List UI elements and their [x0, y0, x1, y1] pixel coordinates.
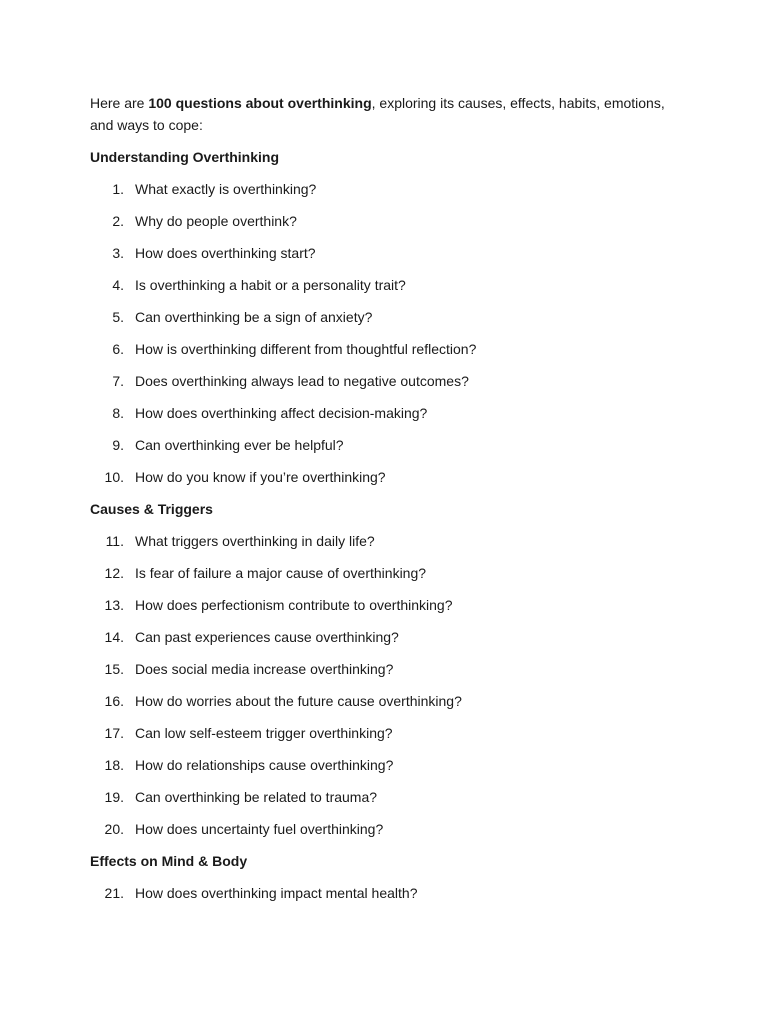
- item-number: 21 .: [90, 882, 124, 904]
- item-text: How is overthinking different from thoughtful reflection?: [135, 341, 477, 357]
- list-item: [90, 754, 690, 776]
- intro-prefix: Here are: [90, 95, 149, 111]
- item-text: Does social media increase overthinking?: [135, 661, 394, 677]
- item-number: 19 .: [90, 786, 124, 808]
- intro-suffix: , exploring its causes, effects, habits, emotions, and ways to cope:: [90, 95, 665, 133]
- item-number: 9 .: [90, 434, 124, 456]
- item-number: 13 .: [90, 594, 124, 616]
- item-number: 10 .: [90, 466, 124, 488]
- list-item: [90, 594, 690, 616]
- item-number: 12 .: [90, 562, 124, 584]
- section-heading: Effects on Mind & Body: [90, 853, 248, 869]
- item-text: Can past experiences cause overthinking?: [135, 629, 399, 645]
- item-text: Can overthinking ever be helpful?: [135, 437, 344, 453]
- item-text: Is fear of failure a major cause of overthinking?: [135, 565, 427, 581]
- section-understanding: [90, 146, 690, 488]
- item-text: How do you know if you’re overthinking?: [135, 469, 386, 485]
- item-text: How does overthinking affect decision-making?: [135, 405, 428, 421]
- item-number: 17 .: [90, 722, 124, 744]
- item-number: 6 .: [90, 338, 124, 360]
- item-number: 14 .: [90, 626, 124, 648]
- item-text: How do worries about the future cause overthinking?: [135, 693, 462, 709]
- list-item: [90, 338, 690, 360]
- list-item: [90, 562, 690, 584]
- section-heading: Causes & Triggers: [90, 501, 213, 517]
- item-text: How does uncertainty fuel overthinking?: [135, 821, 384, 837]
- item-number: 8 .: [90, 402, 124, 424]
- item-number: 15 .: [90, 658, 124, 680]
- list-item: [90, 178, 690, 200]
- item-number: 1 .: [90, 178, 124, 200]
- list-item: [90, 434, 690, 456]
- list-item: [90, 242, 690, 264]
- item-text: How does perfectionism contribute to overthinking?: [135, 597, 453, 613]
- item-number: 4 .: [90, 274, 124, 296]
- item-text: What exactly is overthinking?: [135, 181, 317, 197]
- list-item: [90, 274, 690, 296]
- item-number: 7 .: [90, 370, 124, 392]
- item-number: 3 .: [90, 242, 124, 264]
- question-list: [90, 178, 690, 488]
- item-text: How does overthinking start?: [135, 245, 316, 261]
- item-number: 16 .: [90, 690, 124, 712]
- question-list: [90, 882, 690, 904]
- list-item: [90, 402, 690, 424]
- list-item: [90, 690, 690, 712]
- item-number: 18 .: [90, 754, 124, 776]
- list-item: [90, 530, 690, 552]
- section-effects: [90, 850, 690, 904]
- list-item: [90, 882, 690, 904]
- list-item: [90, 370, 690, 392]
- item-text: Is overthinking a habit or a personality trait?: [135, 277, 406, 293]
- question-list: [90, 530, 690, 840]
- item-text: How do relationships cause overthinking?: [135, 757, 394, 773]
- item-text: Can overthinking be a sign of anxiety?: [135, 309, 373, 325]
- list-item: [90, 818, 690, 840]
- item-number: 11 .: [90, 530, 124, 552]
- list-item: [90, 658, 690, 680]
- list-item: [90, 626, 690, 648]
- item-number: 5 .: [90, 306, 124, 328]
- item-text: What triggers overthinking in daily life?: [135, 533, 375, 549]
- item-text: Can low self-esteem trigger overthinking?: [135, 725, 393, 741]
- item-number: 2 .: [90, 210, 124, 232]
- item-text: Why do people overthink?: [135, 213, 297, 229]
- item-text: How does overthinking impact mental health?: [135, 885, 418, 901]
- item-text: Can overthinking be related to trauma?: [135, 789, 378, 805]
- section-causes: [90, 498, 690, 840]
- list-item: [90, 306, 690, 328]
- list-item: [90, 466, 690, 488]
- item-text: Does overthinking always lead to negative outcomes?: [135, 373, 469, 389]
- list-item: [90, 786, 690, 808]
- section-heading: Understanding Overthinking: [90, 149, 280, 165]
- intro-bold: 100 questions about overthinking: [148, 95, 372, 111]
- intro-paragraph: [90, 92, 690, 136]
- list-item: [90, 210, 690, 232]
- document-body: [90, 92, 690, 904]
- item-number: 20 .: [90, 818, 124, 840]
- list-item: [90, 722, 690, 744]
